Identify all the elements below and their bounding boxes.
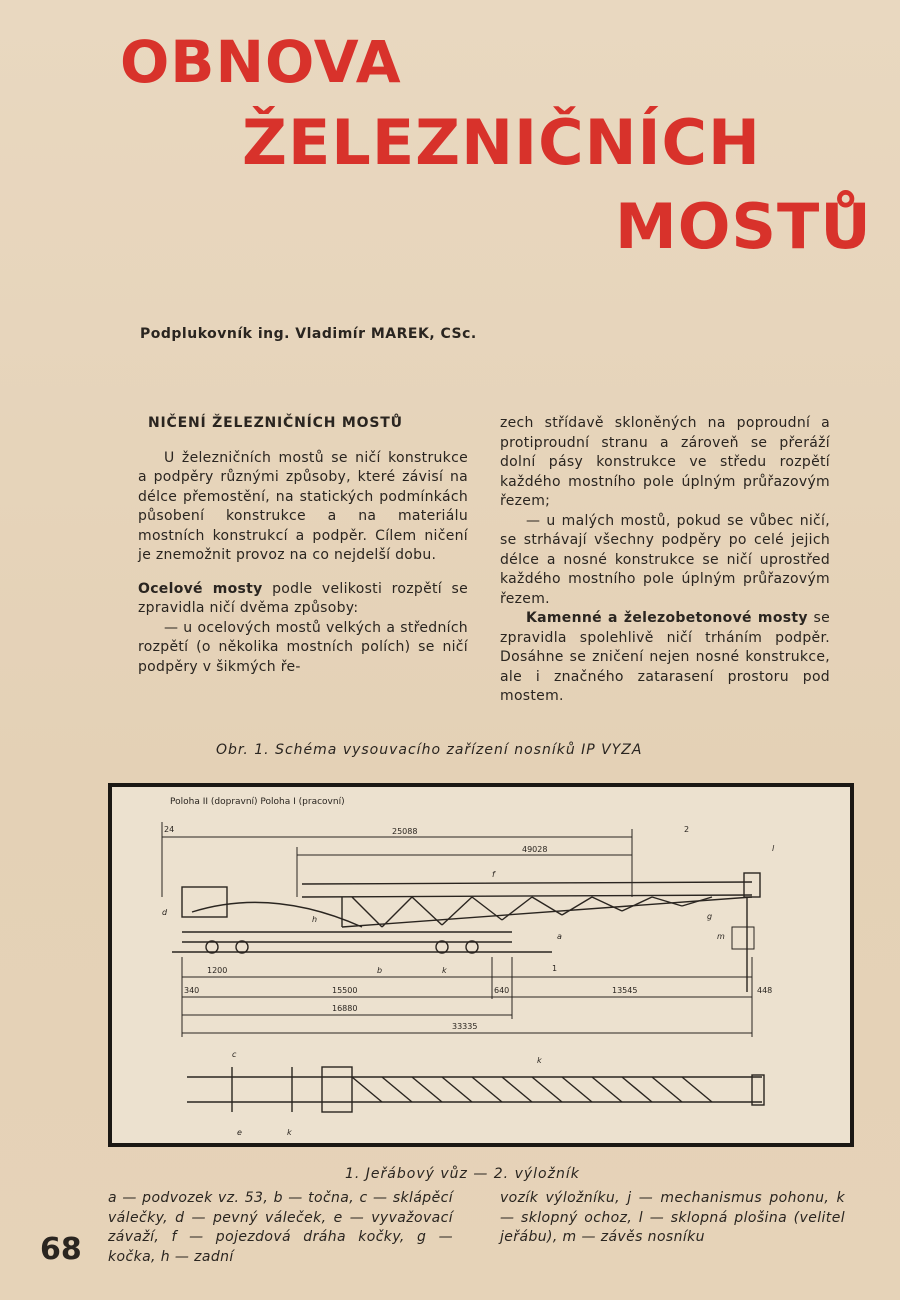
legend-left: a — podvozek vz. 53, b — točna, c — sklápěcí válečky, d — pevný váleček, e — vyvažovací závaží, f — pojezdová dráha kočky, g — kočka, h — zadní: [108, 1190, 453, 1265]
figure-subcaption: 1. Jeřábový vůz — 2. výložník: [345, 1166, 580, 1182]
letter-label: c: [232, 1050, 237, 1059]
letter-label: m: [717, 932, 725, 941]
paragraph-2-text: podle velikosti rozpětí se zpravidla ničí dvěma způsoby:: [138, 580, 468, 616]
letter-label: k: [287, 1128, 292, 1137]
paragraph-2: [138, 580, 468, 619]
letter-label: k: [442, 966, 447, 975]
drawing-svg: [112, 787, 850, 1143]
dim-label: 25088: [392, 827, 418, 836]
figure-caption: Obr. 1. Schéma vysouvacího zařízení nosníků IP VYZA: [216, 742, 643, 758]
dim-label: 640: [494, 986, 510, 995]
number-label: 1: [552, 964, 558, 973]
paragraph-3: — u ocelových mostů velkých a středních rozpětí (o několika mostních polích) se ničí podpěry v šikmých ře-: [138, 619, 468, 675]
crane-boom: [302, 873, 760, 927]
paragraph-5: — u malých mostů, pokud se vůbec ničí, se strhávají všechny podpěry po celé jejich délce a nosné konstrukce se ničí uprostřed každého mostního pole úplným průřazovým řezem.: [500, 512, 830, 607]
legend-right: vozík výložníku, j — mechanismus pohonu, k — sklopný ochoz, l — sklopná plošina (velitel jeřábu), m — závěs nosníku: [500, 1190, 845, 1245]
paragraph-6-lead: Kamenné a železobetonové mosty: [526, 610, 808, 626]
letter-label: l: [772, 844, 775, 853]
letter-label: a: [557, 932, 562, 941]
letter-label: d: [162, 908, 168, 917]
page-number: 68: [40, 1232, 82, 1267]
dim-label: 33335: [452, 1022, 478, 1031]
dim-label: 1200: [207, 966, 228, 975]
paragraph-6-text: se zpravidla spolehlivě ničí trháním podpěr. Dosáhne se zničení nejen nosné konstrukce, ale i značného zatarasení prostoru pod mostem.: [500, 610, 830, 704]
position-labels: Poloha II (dopravní) Poloha I (pracovní): [170, 797, 345, 807]
paragraph-1: U železničních mostů se ničí konstrukce a podpěry různými způsoby, které závisí na délce přemostění, na statických podmínkách působení konstrukce a na materiálu mostních konstrukcí a podpěr. Cílem ničení je znemožnit provoz na co nejdelší dobu.: [138, 449, 468, 563]
title-line-3: MOSTŮ: [615, 190, 872, 263]
letter-label: k: [537, 1056, 542, 1065]
technical-drawing: [108, 783, 854, 1147]
paragraph-2-lead: Ocelové mosty: [138, 580, 263, 597]
letter-label: b: [377, 966, 383, 975]
dim-label: 16880: [332, 1004, 358, 1013]
dim-label: 15500: [332, 986, 358, 995]
letter-label: g: [707, 912, 713, 921]
plan-view: [187, 1067, 764, 1112]
article-column-right: [500, 414, 830, 707]
author-byline: Podplukovník ing. Vladimír MAREK, CSc.: [140, 326, 477, 342]
dim-label: 340: [184, 986, 200, 995]
title-line-1: OBNOVA: [120, 28, 402, 96]
title-line-2: ŽELEZNIČNÍCH: [242, 106, 761, 179]
number-label: 2: [684, 825, 690, 834]
article-column-left: [138, 414, 468, 677]
paragraph-4: zech střídavě skloněných na poproudní a protiproudní stranu a zároveň se přeráží dolní pásy konstrukce ve středu rozpětí každého mostního pole úplným průřazovým řezem;: [500, 415, 830, 509]
letter-label: e: [237, 1128, 242, 1137]
dim-label: 24: [164, 825, 175, 834]
dim-label: 49028: [522, 845, 548, 854]
dim-label: 448: [757, 986, 773, 995]
section-heading: NIČENÍ ŽELEZNIČNÍCH MOSTŮ: [148, 415, 403, 431]
paragraph-6: [500, 609, 830, 707]
letter-label: h: [312, 915, 318, 924]
dim-label: 13545: [612, 986, 638, 995]
letter-label: f: [492, 870, 495, 879]
